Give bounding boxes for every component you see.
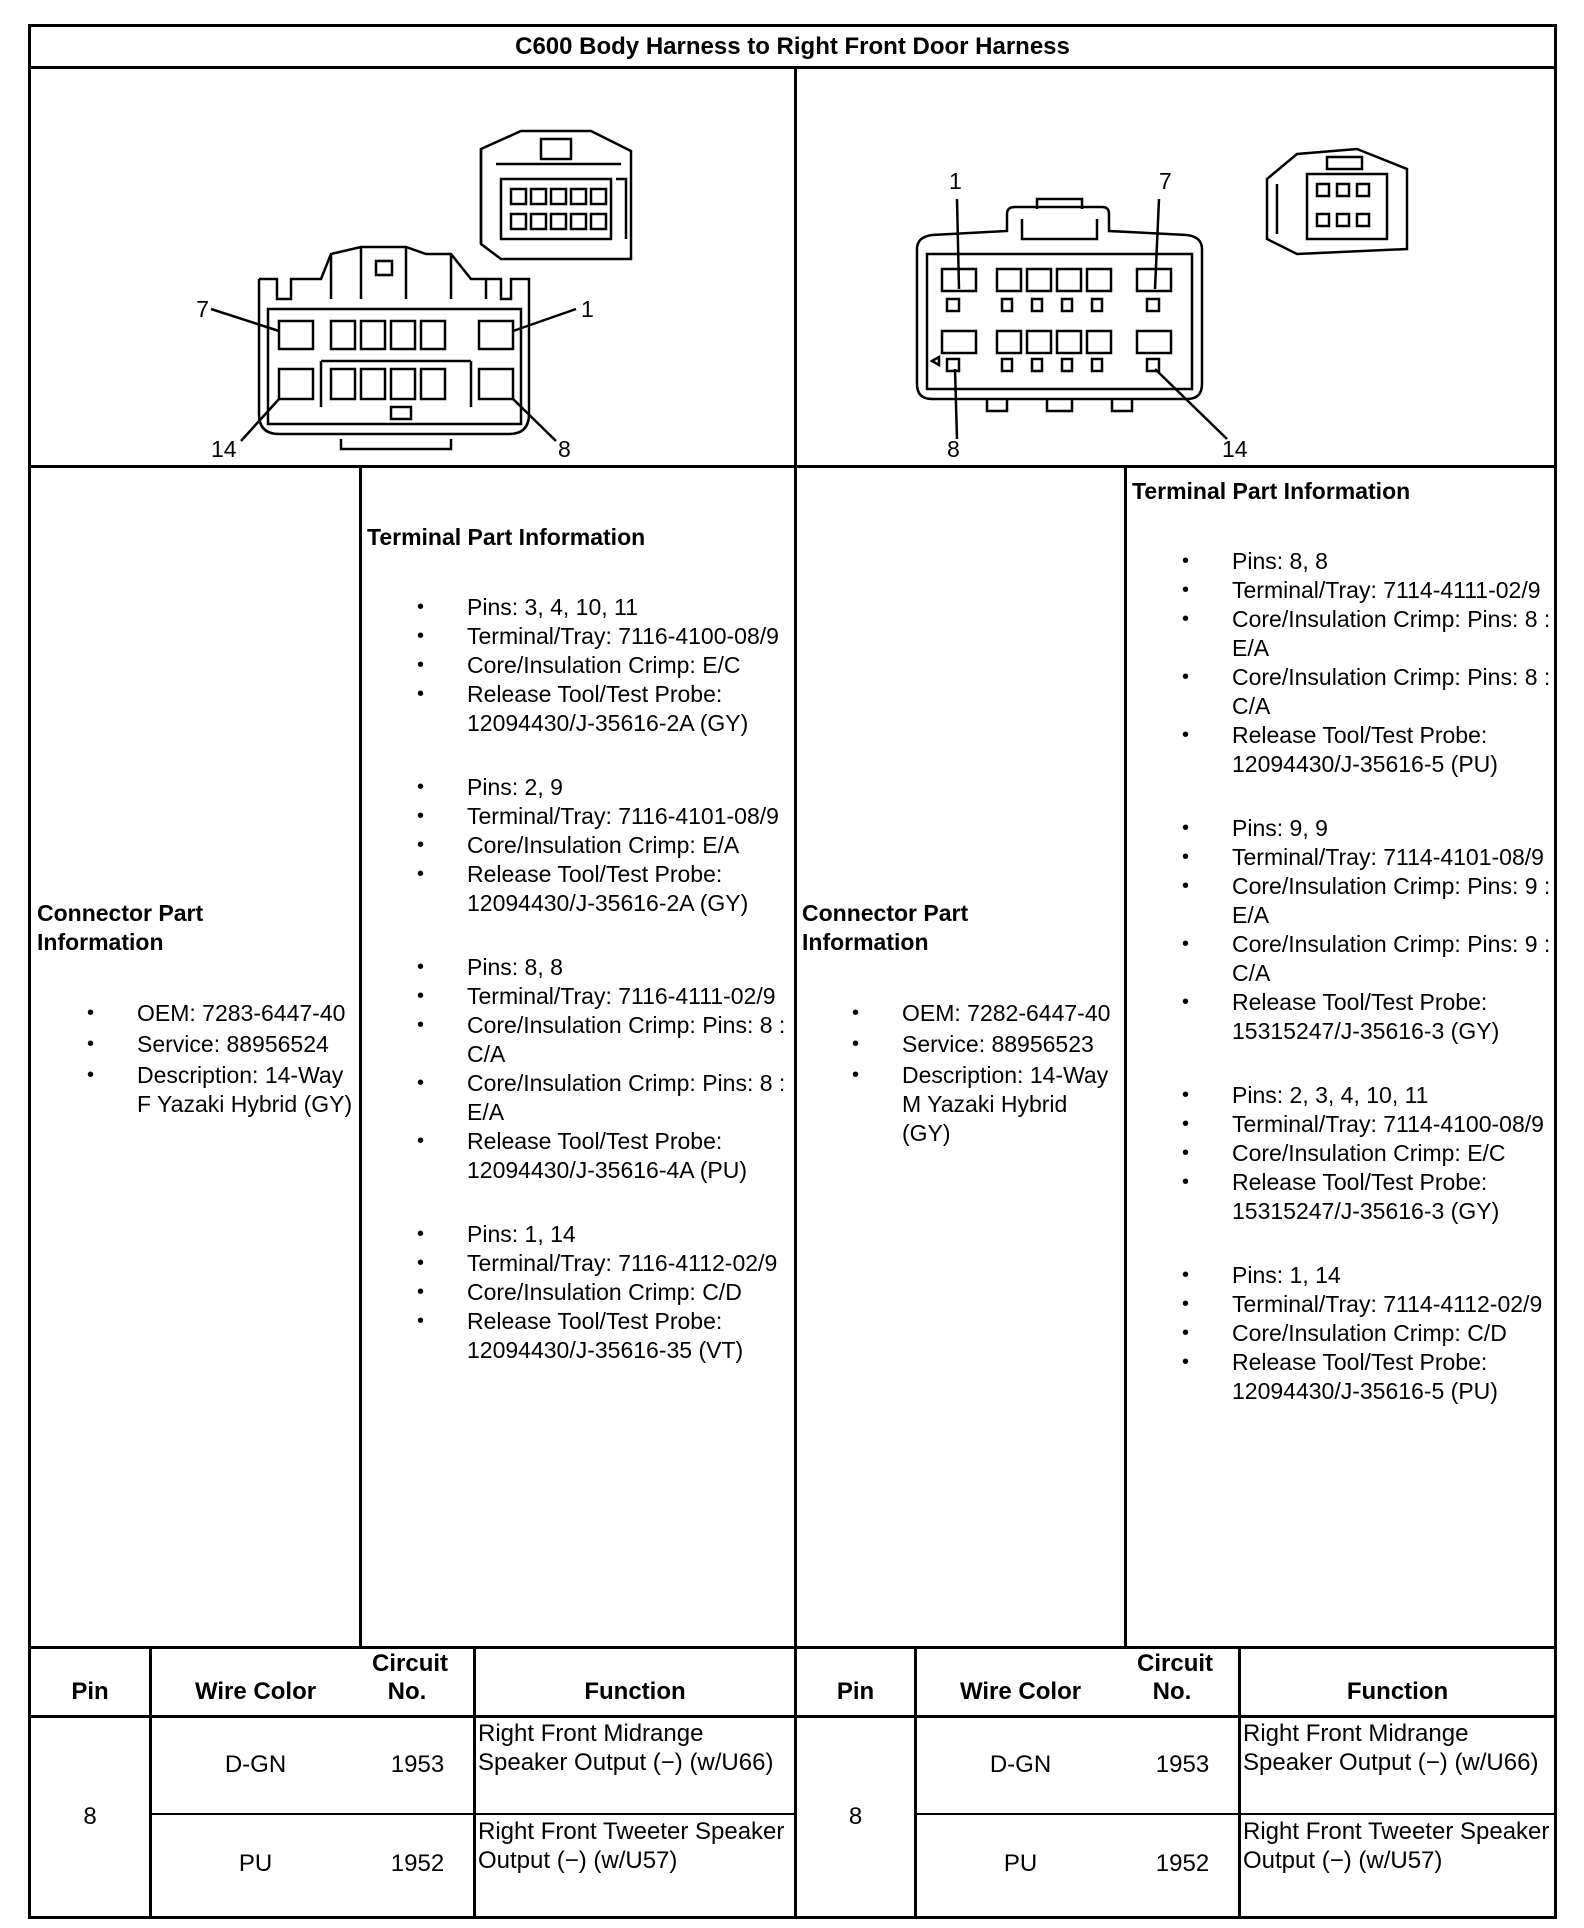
table-cell: 1952 xyxy=(390,1850,445,1877)
table-cell: Right Front Midrange Speaker Output (−) (w/U66) xyxy=(1243,1720,1539,1776)
list-item: • Terminal/Tray: 7114-4111-02/9 xyxy=(1132,576,1552,605)
right-header-circuit: Circuit No. xyxy=(1137,1650,1214,1705)
table-header-line xyxy=(31,1715,1554,1718)
table-cell: 1953 xyxy=(1155,1751,1210,1778)
left-info-divider xyxy=(359,465,362,1649)
table-cell: Right Front Midrange Speaker Output (−) (w/U66) xyxy=(478,1720,774,1776)
list-item: • Pins: 2, 9 xyxy=(367,773,787,802)
list-item: • Release Tool/Test Probe: 15315247/J-35616-3 (GY) xyxy=(1132,1168,1552,1226)
diagram-divider xyxy=(31,465,1554,468)
table-cell: 1953 xyxy=(390,1751,445,1778)
right-pin-label-bottom-left: 8 xyxy=(947,436,960,462)
connector-sheet xyxy=(28,24,1557,1919)
list-item: • Release Tool/Test Probe: 12094430/J-35616-35 (VT) xyxy=(367,1307,787,1365)
list-item: • Terminal/Tray: 7114-4100-08/9 xyxy=(1132,1110,1552,1139)
left-connector-list xyxy=(37,999,357,1119)
list-item: • Core/Insulation Crimp: E/A xyxy=(367,831,787,860)
list-item: • Core/Insulation Crimp: Pins: 9 : E/A xyxy=(1132,872,1552,930)
list-item: • Release Tool/Test Probe: 15315247/J-35616-3 (GY) xyxy=(1132,988,1552,1046)
left-row-divider xyxy=(149,1813,794,1815)
right-connector-list xyxy=(802,999,1122,1148)
left-connector-heading: Connector Part Information xyxy=(37,900,204,955)
left-header-circuit: Circuit No. xyxy=(372,1650,449,1705)
list-item: • OEM: 7282-6447-40 xyxy=(802,999,1122,1028)
right-pin-label-bottom-right: 14 xyxy=(1222,436,1248,462)
list-item: • Core/Insulation Crimp: Pins: 8 : E/A xyxy=(367,1069,787,1127)
table-cell: PU xyxy=(1003,1850,1038,1877)
right-pin-label-top-left: 1 xyxy=(949,168,962,194)
list-item: • Core/Insulation Crimp: Pins: 8 : E/A xyxy=(1132,605,1552,663)
left-terminal-heading: Terminal Part Information xyxy=(367,524,646,550)
list-item: • Release Tool/Test Probe: 12094430/J-35616-2A (GY) xyxy=(367,860,787,918)
left-pin-label-bottom-right: 8 xyxy=(558,436,571,462)
list-item: • Release Tool/Test Probe: 12094430/J-35616-5 (PU) xyxy=(1132,721,1552,779)
list-item: • Terminal/Tray: 7114-4101-08/9 xyxy=(1132,843,1552,872)
left-header-wire-color: Wire Color xyxy=(194,1678,317,1705)
list-item: • Core/Insulation Crimp: Pins: 9 : C/A xyxy=(1132,930,1552,988)
list-item: • Core/Insulation Crimp: C/D xyxy=(1132,1319,1552,1348)
right-pin-label-top-right: 7 xyxy=(1159,168,1172,194)
right-connector-heading: Connector Part Information xyxy=(802,900,969,955)
table-cell: Right Front Tweeter Speaker Output (−) (w/U57) xyxy=(1243,1818,1550,1874)
right-connector-face xyxy=(917,199,1227,439)
right-header-wire-color: Wire Color xyxy=(959,1678,1082,1705)
list-item: • Core/Insulation Crimp: E/C xyxy=(367,651,787,680)
list-item: • Release Tool/Test Probe: 12094430/J-35616-2A (GY) xyxy=(367,680,787,738)
list-item: • Terminal/Tray: 7116-4111-02/9 xyxy=(367,982,787,1011)
right-terminal-heading: Terminal Part Information xyxy=(1132,478,1411,504)
list-item: • Pins: 8, 8 xyxy=(367,953,787,982)
list-item: • Pins: 9, 9 xyxy=(1132,814,1552,843)
list-item: • Description: 14-Way F Yazaki Hybrid (GY) xyxy=(37,1061,357,1119)
right-connector-3d-icon xyxy=(1267,149,1407,254)
list-item: • Service: 88956523 xyxy=(802,1030,1122,1059)
left-connector-3d-icon xyxy=(481,131,631,259)
list-item: • Terminal/Tray: 7116-4101-08/9 xyxy=(367,802,787,831)
left-connector-diagram xyxy=(31,69,794,465)
table-cell: 1952 xyxy=(1155,1850,1210,1877)
right-header-function: Function xyxy=(1346,1678,1449,1705)
left-pin-value: 8 xyxy=(83,1803,97,1830)
right-connector-diagram xyxy=(797,69,1554,465)
list-item: • Terminal/Tray: 7116-4100-08/9 xyxy=(367,622,787,651)
list-item: • Pins: 1, 14 xyxy=(367,1220,787,1249)
list-item: • Pins: 3, 4, 10, 11 xyxy=(367,593,787,622)
list-item: • OEM: 7283-6447-40 xyxy=(37,999,357,1028)
table-cell: Right Front Tweeter Speaker Output (−) (w/U57) xyxy=(478,1818,785,1874)
table-cell: D-GN xyxy=(224,1751,287,1778)
table-top-line xyxy=(31,1646,1554,1649)
list-item: • Pins: 2, 3, 4, 10, 11 xyxy=(1132,1081,1552,1110)
page-title: C600 Body Harness to Right Front Door Harness xyxy=(31,27,1554,69)
list-item: • Pins: 1, 14 xyxy=(1132,1261,1552,1290)
left-pin-label-top-left: 7 xyxy=(196,296,209,322)
list-item: • Terminal/Tray: 7116-4112-02/9 xyxy=(367,1249,787,1278)
list-item: • Description: 14-Way M Yazaki Hybrid (GY) xyxy=(802,1061,1122,1148)
right-row-divider xyxy=(914,1813,1554,1815)
left-connector-face xyxy=(211,247,576,449)
right-pin-value: 8 xyxy=(848,1803,863,1830)
left-terminal-list xyxy=(367,593,787,1365)
right-terminal-list xyxy=(1132,547,1552,1406)
left-pin-label-bottom-left: 14 xyxy=(211,436,237,462)
left-pin-label-top-right: 1 xyxy=(581,296,594,322)
list-item: • Service: 88956524 xyxy=(37,1030,357,1059)
list-item: • Core/Insulation Crimp: C/D xyxy=(367,1278,787,1307)
list-item: • Core/Insulation Crimp: Pins: 8 : C/A xyxy=(1132,663,1552,721)
table-cell: PU xyxy=(238,1850,273,1877)
list-item: • Terminal/Tray: 7114-4112-02/9 xyxy=(1132,1290,1552,1319)
list-item: • Pins: 8, 8 xyxy=(1132,547,1552,576)
left-header-pin: Pin xyxy=(71,1678,109,1705)
left-header-function: Function xyxy=(584,1678,686,1705)
table-cell: D-GN xyxy=(989,1751,1052,1778)
right-info-divider xyxy=(1124,465,1127,1649)
list-item: • Core/Insulation Crimp: E/C xyxy=(1132,1139,1552,1168)
list-item: • Release Tool/Test Probe: 12094430/J-35616-4A (PU) xyxy=(367,1127,787,1185)
right-header-pin: Pin xyxy=(836,1678,875,1705)
list-item: • Release Tool/Test Probe: 12094430/J-35616-5 (PU) xyxy=(1132,1348,1552,1406)
list-item: • Core/Insulation Crimp: Pins: 8 : C/A xyxy=(367,1011,787,1069)
